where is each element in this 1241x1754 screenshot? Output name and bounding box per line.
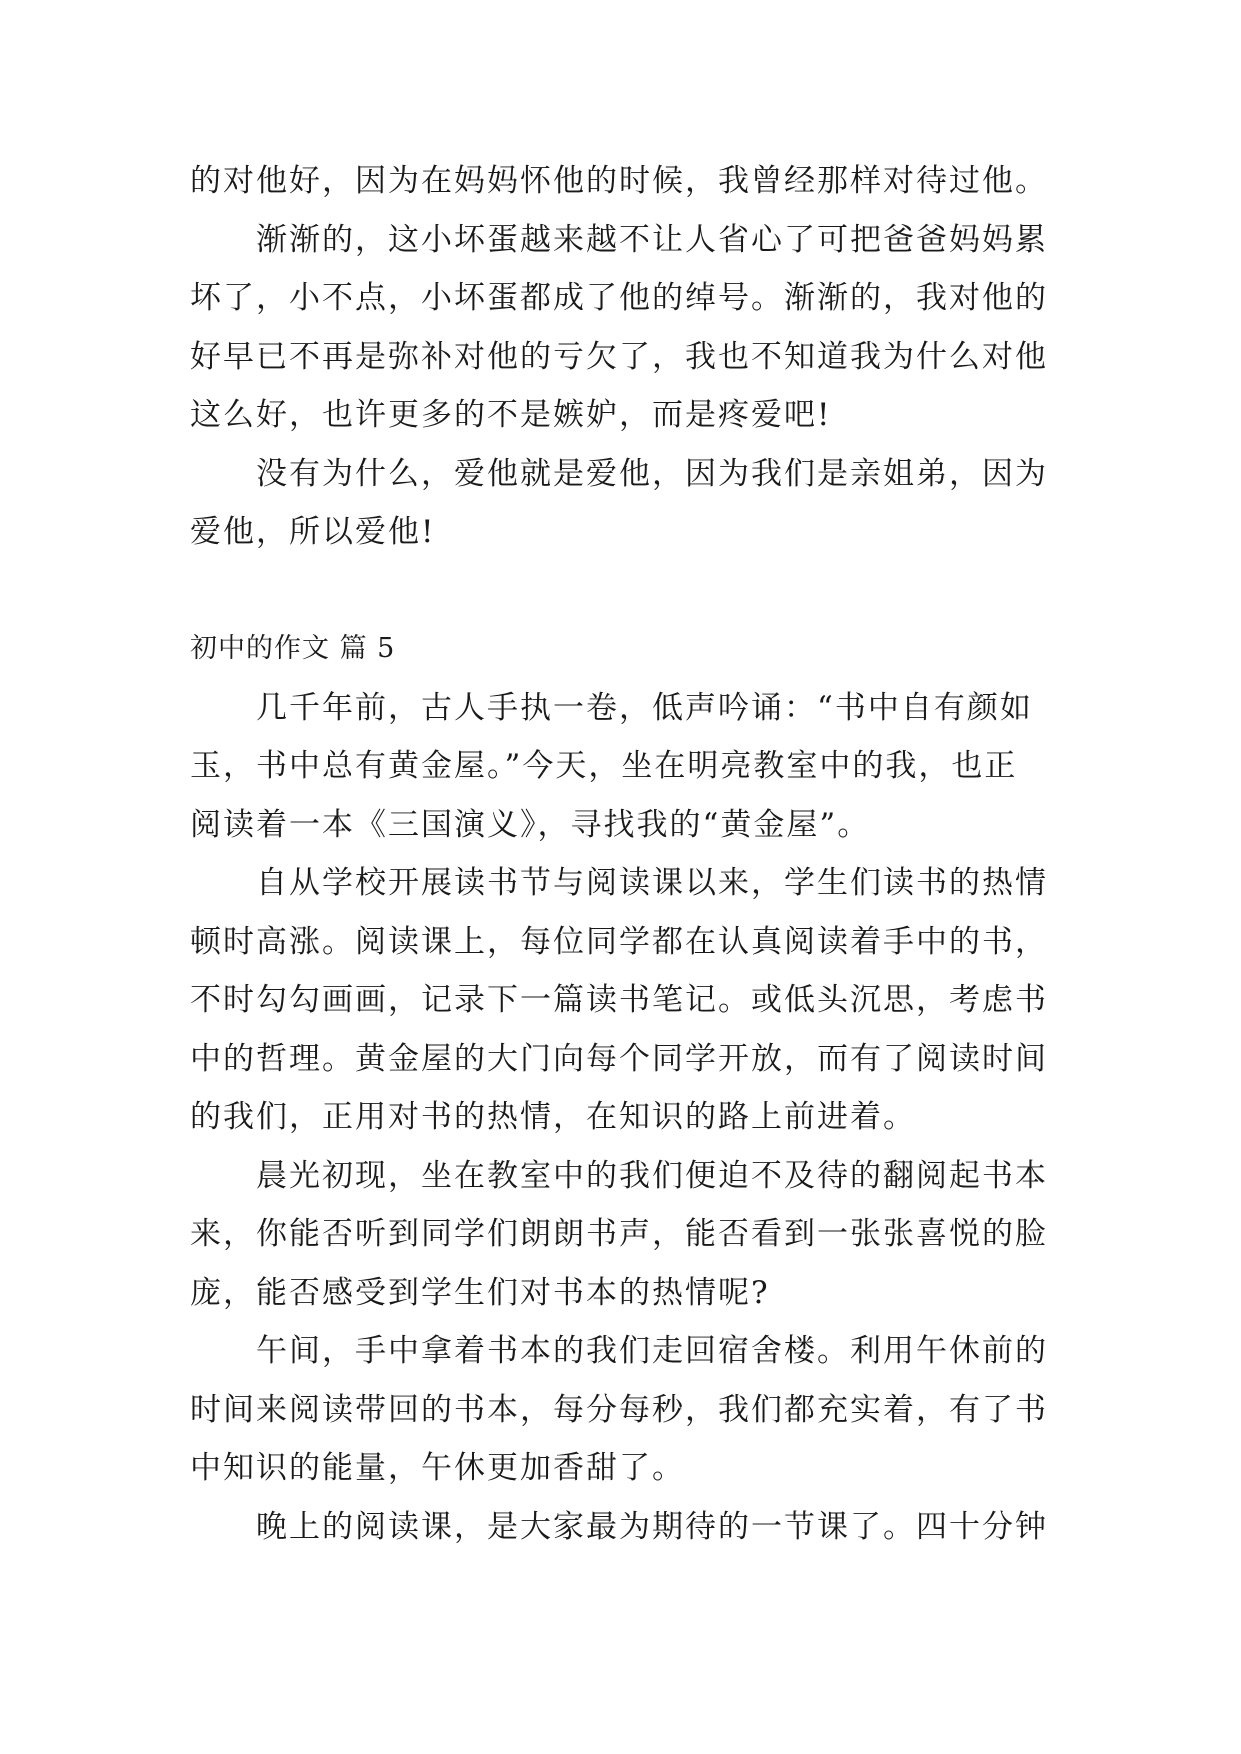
text-line: 玉，书中总有黄金屋。”今天，坐在明亮教室中的我，也正 — [190, 748, 1018, 784]
text-line: 中的哲理。黄金屋的大门向每个同学开放，而有了阅读时间 — [190, 1040, 1048, 1077]
text-line: 渐渐的，这小坏蛋越来越不让人省心了可把爸爸妈妈累 — [256, 221, 1048, 258]
document-body — [190, 152, 1070, 1556]
text-line: 中知识的能量，午休更加香甜了。 — [190, 1450, 685, 1486]
section-gap — [190, 562, 1070, 621]
text-line: 没有为什么，爱他就是爱他，因为我们是亲姐弟，因为 — [256, 455, 1048, 492]
text-line: 不时勾勾画画，记录下一篇读书笔记。或低头沉思，考虑书 — [190, 982, 1048, 1018]
text-line: 自从学校开展读书节与阅读课以来，学生们读书的热情 — [256, 865, 1048, 901]
text-line: 的对他好，因为在妈妈怀他的时候，我曾经那样对待过他。 — [190, 163, 1048, 199]
text-line: 这么好，也许更多的不是嫉妒，而是疼爱吧! — [190, 397, 832, 433]
section-heading: 初中的作文 篇 5 — [190, 633, 396, 664]
text-line: 晚上的阅读课，是大家最为期待的一节课了。四十分钟 — [256, 1508, 1048, 1545]
text-line: 阅读着一本《三国演义》，寻找我的“黄金屋”。 — [190, 806, 871, 843]
text-line: 午间，手中拿着书本的我们走回宿舍楼。利用午休前的 — [256, 1333, 1048, 1369]
text-line: 时间来阅读带回的书本，每分每秒，我们都充实着，有了书 — [190, 1391, 1048, 1428]
text-line: 庞，能否感受到学生们对书本的热情呢? — [190, 1274, 770, 1311]
text-line: 的我们，正用对书的热情，在知识的路上前进着。 — [190, 1099, 916, 1135]
text-line: 几千年前，古人手执一卷，低声吟诵：“书中自有颜如 — [256, 689, 1033, 726]
text-line: 好早已不再是弥补对他的亏欠了，我也不知道我为什么对他 — [190, 338, 1048, 375]
text-line: 晨光初现，坐在教室中的我们便迫不及待的翻阅起书本 — [256, 1157, 1048, 1194]
text-line: 顿时高涨。阅读课上，每位同学都在认真阅读着手中的书， — [190, 923, 1048, 960]
text-line: 坏了，小不点，小坏蛋都成了他的绰号。渐渐的，我对他的 — [190, 280, 1048, 316]
text-line: 爱他，所以爱他! — [190, 514, 436, 550]
text-line: 来，你能否听到同学们朗朗书声，能否看到一张张喜悦的脸 — [190, 1216, 1048, 1252]
